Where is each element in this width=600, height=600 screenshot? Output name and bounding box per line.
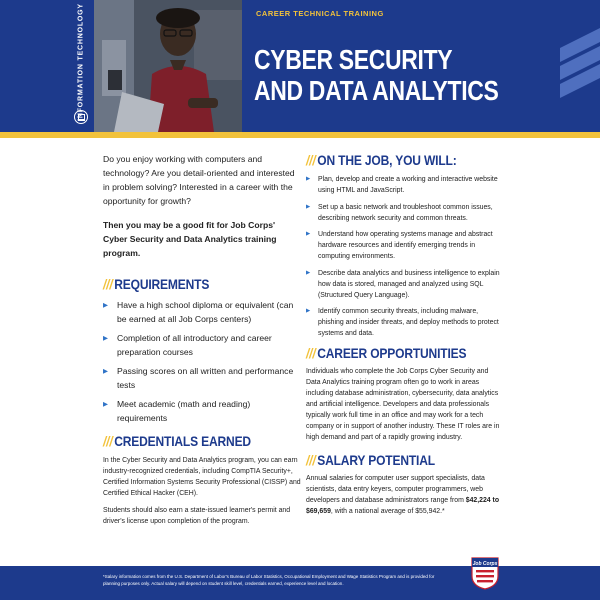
salary-footnote: *Salary information comes from the U.S. Department of Labor's Bureau of Labor Statistics, Occupational Employment and Wage Statistics Program and is provided for planning purposes only. Actual salary will depend on student skill level, credentials earned, experience level and location. bbox=[103, 574, 435, 586]
side-category-tab bbox=[68, 0, 94, 132]
laptop-icon bbox=[74, 110, 88, 124]
logo-text: Job Corps bbox=[472, 561, 498, 567]
decorative-stripes bbox=[540, 20, 600, 100]
student-at-laptop-illustration bbox=[94, 0, 242, 132]
salary-heading bbox=[306, 452, 475, 468]
salary-title: SALARY POTENTIAL bbox=[317, 452, 435, 468]
career-paragraph: Individuals who complete the Job Corps Cyber Security and Data Analytics training program often go to work in areas including database administration, cybersecurity, data analytics and artificial intelligence. Developers and data professionals typically work full time in an office and may work for a tech company or in support of another industry. These IT roles are in high demand and part of a rapidly growing industry. bbox=[306, 368, 500, 441]
intro-question: Do you enjoy working with computers and technology? Are you detail-oriented and interested in problem solving? Interested in a career with the opportunity for growth? bbox=[103, 154, 295, 206]
gold-divider bbox=[0, 132, 600, 138]
list-item: ▶ Describe data analytics and business intelligence to explain how data is stored, managed and analyzed using SQL (Structured Query Language). bbox=[306, 268, 502, 301]
salary-range: $42,224 to $69,659 bbox=[306, 497, 500, 515]
on-the-job-title: ON THE JOB, YOU WILL: bbox=[317, 152, 457, 168]
career-heading bbox=[306, 345, 475, 361]
list-item: ▶ Meet academic (math and reading) requirements bbox=[103, 398, 301, 425]
header-kicker: CAREER TECHNICAL TRAINING bbox=[256, 9, 384, 18]
heading-slashes: /// bbox=[306, 345, 316, 361]
title-line-2: AND DATA ANALYTICS bbox=[254, 75, 499, 106]
heading-slashes: /// bbox=[306, 152, 316, 168]
title-line-1: CYBER SECURITY bbox=[254, 44, 453, 75]
list-item: ▶ Set up a basic network and troubleshoot common issues, describing network security and common threats. bbox=[306, 202, 502, 224]
career-title: CAREER OPPORTUNITIES bbox=[317, 345, 467, 361]
list-item: ▶ Passing scores on all written and performance tests bbox=[103, 365, 301, 392]
job-corps-logo bbox=[470, 556, 500, 590]
side-category-label: INFORMATION TECHNOLOGY bbox=[77, 3, 85, 121]
salary-text-after: , with a national average of $55,942.* bbox=[330, 508, 445, 515]
salary-paragraph bbox=[306, 473, 502, 517]
list-item: ▶ Plan, develop and create a working and interactive website using HTML and JavaScript. bbox=[306, 174, 502, 196]
credentials-heading bbox=[103, 433, 273, 449]
page-title bbox=[254, 44, 499, 106]
requirements-title: REQUIREMENTS bbox=[114, 276, 210, 292]
credentials-title: CREDENTIALS EARNED bbox=[114, 433, 251, 449]
list-item: ▶ Identify common security threats, including malware, phishing and insider threats, and deploy methods to protect systems and data. bbox=[306, 306, 502, 339]
list-item: ▶ Understand how operating systems manage and abstract hardware resources and identify emerging trends in computing environments. bbox=[306, 229, 502, 262]
heading-slashes: /// bbox=[306, 452, 316, 468]
intro-fit: Then you may be a good fit for Job Corps' Cyber Security and Data Analytics training program. bbox=[103, 220, 277, 258]
salary-text-before: Annual salaries for computer user support specialists, data scientists, data entry keyers, computer programmers, web developers and database administrators range from bbox=[306, 475, 485, 504]
on-the-job-heading bbox=[306, 152, 475, 168]
list-item: ▶ Have a high school diploma or equivalent (can be earned at all Job Corps centers) bbox=[103, 299, 301, 326]
right-column bbox=[306, 152, 502, 517]
heading-slashes: /// bbox=[103, 276, 113, 292]
heading-slashes: /// bbox=[103, 433, 113, 449]
credentials-paragraph-1: In the Cyber Security and Data Analytics program, you can earn industry-recognized credentials, including CompTIA Security+, Certified Information Systems Security Professional (CISSP) and Certified Ethical Hacker (CEH). bbox=[103, 457, 301, 497]
student-photo bbox=[94, 0, 242, 132]
requirements-heading bbox=[103, 276, 273, 292]
requirements-list bbox=[103, 299, 301, 425]
credentials-paragraph-2: Students should also earn a state-issued learner's permit and driver's license upon completion of the program. bbox=[103, 507, 291, 525]
list-item: ▶ Completion of all introductory and career preparation courses bbox=[103, 332, 301, 359]
on-the-job-list bbox=[306, 174, 502, 339]
left-column bbox=[103, 152, 301, 527]
